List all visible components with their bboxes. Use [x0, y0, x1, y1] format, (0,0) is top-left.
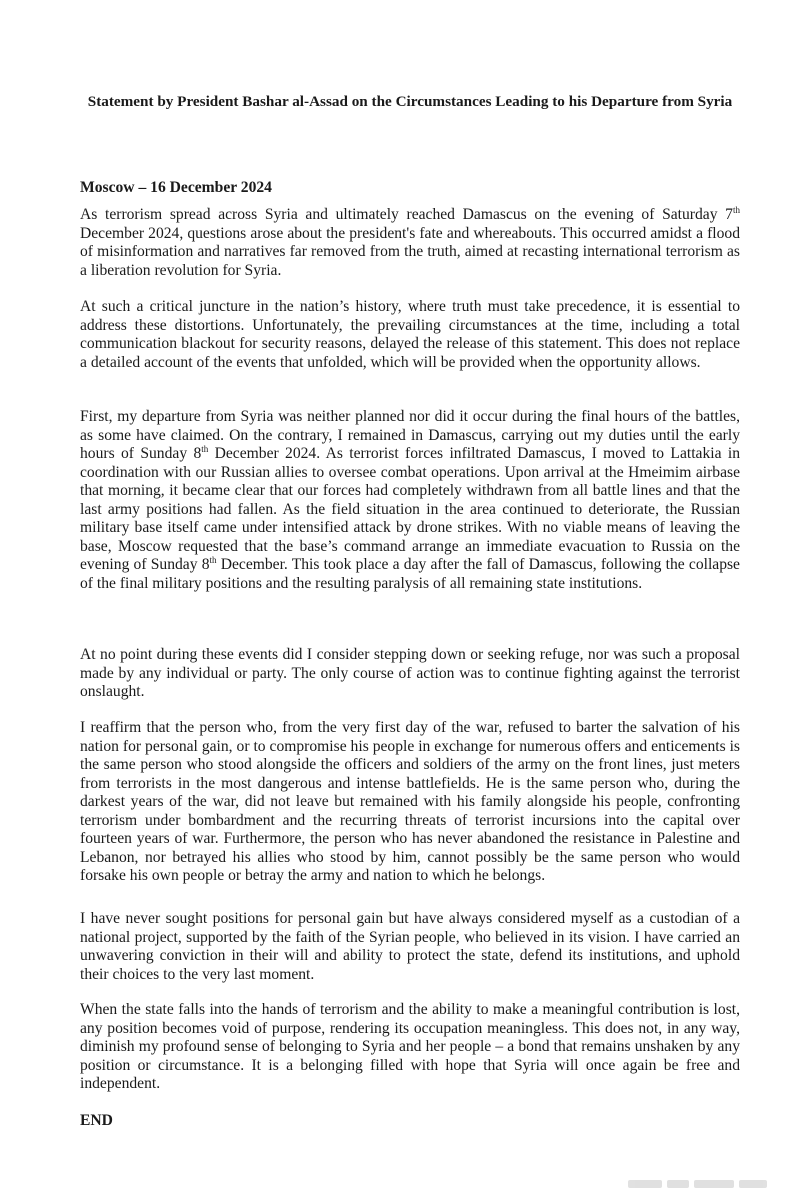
paragraph-7	[80, 1001, 740, 1094]
watermark-graphic	[628, 1175, 798, 1193]
paragraph-text: December. This took place a day after the fall of Damascus, following the collapse of the final military positions and the resulting paralysis of all remaining state institutions.	[80, 556, 740, 592]
document-title: Statement by President Bashar al-Assad on the Circumstances Leading to his Departure from Syria	[87, 93, 733, 110]
paragraph-3	[80, 408, 740, 593]
end-marker: END	[80, 1112, 113, 1129]
paragraph-text: December 2024, questions arose about the president's fate and whereabouts. This occurred amidst a flood of misinformation and narratives far removed from the truth, aimed at recasting international terrorism as a liberation revolution for Syria.	[80, 224, 740, 279]
paragraph-text: As terrorism spread across Syria and ultimately reached Damascus on the evening of Saturday 7	[80, 206, 733, 223]
paragraph-1	[80, 206, 740, 280]
ordinal-suffix: th	[732, 205, 740, 215]
paragraph-text: I have never sought positions for personal gain but have always considered myself as a custodian of a national project, supported by the faith of the Syrian people, who believed in its vision. I have carried an unwavering conviction in their will and ability to protect the state, defend its institutions, and uphold their choices to the very last moment.	[80, 910, 740, 983]
paragraph-2	[80, 298, 740, 372]
paragraph-4	[80, 646, 740, 702]
paragraph-text: When the state falls into the hands of terrorism and the ability to make a meaningful contribution is lost, any position becomes void of purpose, rendering its occupation meaningless. This does not, in any way, diminish my profound sense of belonging to Syria and her people – a bond that remains unshaken by any position or circumstance. It is a belonging filled with hope that Syria will once again be free and independent.	[80, 1001, 740, 1092]
paragraph-text: I reaffirm that the person who, from the very first day of the war, refused to barter the salvation of his nation for personal gain, or to compromise his people in exchange for numerous offers and enticements is the same person who stood alongside the officers and soldiers of the army on the front lines, just meters from terrorists in the most dangerous and intense battlefields. He is the same person who, during the darkest years of the war, did not leave but remained with his family alongside his people, confronting terrorism under bombardment and the recurring threats of terrorist incursions into the capital over fourteen years of war. Furthermore, the person who has never abandoned the resistance in Palestine and Lebanon, nor betrayed his allies who stood by him, cannot possibly be the same person who would forsake his own people or betray the army and nation to which he belongs.	[80, 719, 740, 884]
paragraph-text: December 2024. As terrorist forces infiltrated Damascus, I moved to Lattakia in coordination with our Russian allies to oversee combat operations. Upon arrival at the Hmeimim airbase that morning, it became clear that our forces had completely withdrawn from all battle lines and that the last army positions had fallen. As the field situation in the area continued to deteriorate, the Russian military base itself came under intensified attack by drone strikes. With no viable means of leaving the base, Moscow requested that the base’s command arrange an immediate evacuation to Russia on the evening of Sunday 8	[80, 445, 740, 573]
paragraph-text: At no point during these events did I consider stepping down or seeking refuge, nor was such a proposal made by any individual or party. The only course of action was to continue fighting against the terrorist onslaught.	[80, 646, 740, 700]
paragraph-text: At such a critical juncture in the nation’s history, where truth must take precedence, it is essential to address these distortions. Unfortunately, the prevailing circumstances at the time, including a total communication blackout for security reasons, delayed the release of this statement. This does not replace a detailed account of the events that unfolded, which will be provided when the opportunity allows.	[80, 298, 740, 371]
paragraph-text: First, my departure from Syria was neither planned nor did it occur during the final hours of the battles, as some have claimed. On the contrary, I remained in Damascus, carrying out my duties until the early hours of Sunday 8	[80, 408, 740, 462]
ordinal-suffix: th	[201, 444, 209, 454]
dateline: Moscow – 16 December 2024	[80, 179, 272, 196]
paragraph-5	[80, 719, 740, 886]
paragraph-6	[80, 910, 740, 984]
ordinal-suffix: th	[209, 555, 217, 565]
